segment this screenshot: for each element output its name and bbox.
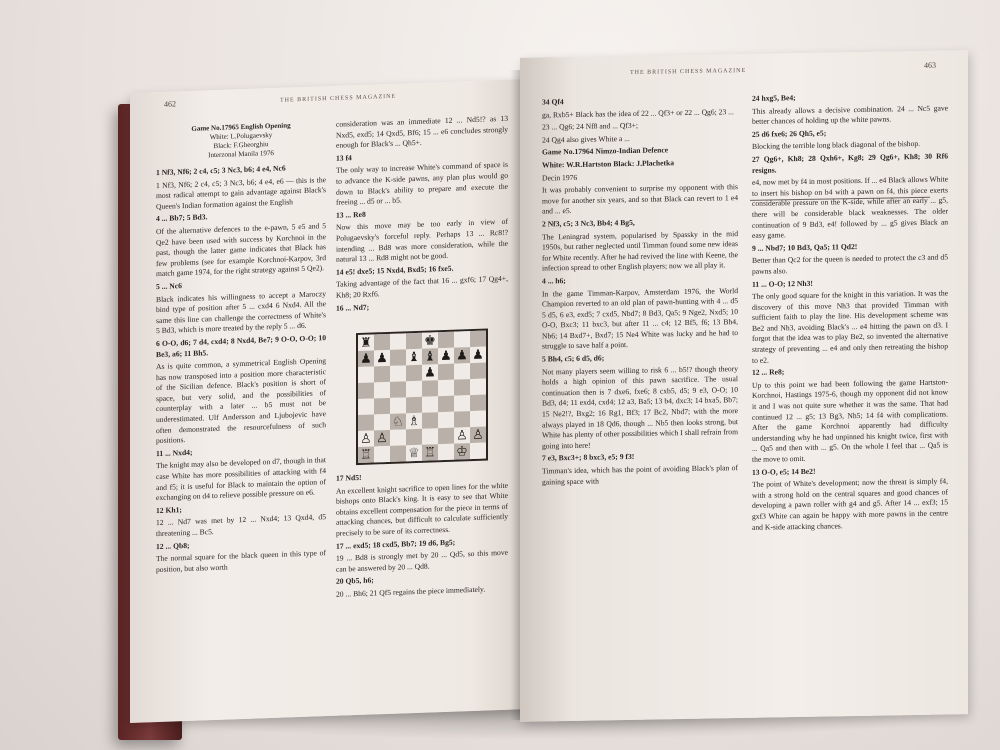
left-page xyxy=(130,79,530,723)
move-line: 5 ... Nc6 xyxy=(156,281,182,292)
board-square xyxy=(374,382,390,399)
left-column-2 xyxy=(336,114,508,316)
board-square xyxy=(470,395,486,412)
board-square xyxy=(358,398,374,415)
board-square: ♘ xyxy=(390,413,406,430)
annotation-paragraph: The Leningrad system, popularised by Spassky in the mid 1950s, but rather neglected until Timman found some new ideas for White recently. After he had revived the line with Keene, the infection spread to other English players; now we all play it. xyxy=(542,228,738,273)
move-line: 4 ... Bb7; 5 Bd3. xyxy=(156,212,208,224)
move-line: 13 O-O, e5; 14 Be2! xyxy=(752,466,816,477)
board-square: ♟ xyxy=(422,364,438,381)
move-line: 1 Nf3, Nf6; 2 c4, c5; 3 Nc3, b6; 4 e4, Nc6 xyxy=(156,163,286,178)
board-square: ♔ xyxy=(454,443,470,460)
move-line: 27 Qg6+, Kh8; 28 Qxh6+, Kg8; 29 Qg6+, Kh8; 30 Rf6 resigns. xyxy=(752,151,948,175)
move-line: 16 ... Nd7; xyxy=(336,302,370,313)
board-square xyxy=(454,411,470,428)
board-square xyxy=(374,414,390,431)
annotation-paragraph: An excellent knight sacrifice to open lines for the white bishops onto Black's king. It is easy to see that White obtains excellent compensation for the piece in terms of attacking chances, but difficult to calculate sufficiently precisely to be sure of its correctness. xyxy=(336,480,508,538)
annotation-paragraph: 20 ... Bh6; 21 Qf5 regains the piece immediately. xyxy=(336,584,486,599)
board-square: ♝ xyxy=(422,348,438,365)
annotation-paragraph: Blocking the terrible long black diagonal of the bishop. xyxy=(752,139,921,152)
annotation-paragraph: The point of White's development; now the threat is simply f4, with a strong hold on the central squares and good chances of developing a pawn roller with g4 and g5. After 14 ... exf3; 15 gxf3 White can again be happy with more pawns in the centre and K-side attacking chances. xyxy=(752,476,948,532)
board-square: ♖ xyxy=(422,444,438,461)
annotation-paragraph: The knight may also be developed on d7, though in that case White has more possibilities of attacking with f4 and f5; it is useful for Black to maintain the option of exchanging on d4 to relieve possible pressure on e6. xyxy=(156,455,326,503)
left-col2-top-text xyxy=(336,114,508,314)
board-square: ♟ xyxy=(454,347,470,364)
game-header xyxy=(156,120,326,162)
left-col1-text xyxy=(156,162,326,575)
annotation-paragraph: 23 ... Qg6; 24 Nf8 and ... Qf3+; xyxy=(542,121,639,132)
board-square xyxy=(374,366,390,383)
board-square: ♗ xyxy=(406,413,422,430)
move-line: 13 f4 xyxy=(336,153,352,163)
annotation-paragraph: Now this move may be too early in view of Polugaevsky's forceful reply. Perhaps 13 ... Rc8!? intending ... Bd8 was more consideration, while the natural 13 ... Rd8 might not be good. xyxy=(336,217,508,264)
annotation-paragraph: Up to this point we had been following the game Hartston-Korchnoi, Hastings 1975-6, though my opponent did not know it and I was not quite sure whether it was the same. That had continued 12 ... g5; 13 Bg3, Nh5; 14 f4 with complications. After the game Korchnoi apparently had difficulty understanding why he had unpinned his knight twice, first with ... Qa5 and then with ... g5. On the whole I feel that ... Qa5 is the move to omit. xyxy=(752,377,948,464)
board-square xyxy=(470,331,486,348)
annotation-paragraph: Not many players seem willing to risk 6 ... b5!? though theory holds a high opinion of this pawn sacrifice. The usual continuation then is 7 dxe6, fxe6; 8 cxb5, d5; 9 e3, O-O; 10 Bd3, d4; 11 exd4, cxd4; 12 a3, Ba5; 13 b4, dxc3; 14 bxa5, Bb7; 15 Ne2!?, Bxg2; 16 Rg1, Bf3; 17 Bc2, Nbd7; with the more always played in 18 Qd6, though ... Nb5 then looks strong, but White has plenty of other possibilities which I shall refrain from going into here! xyxy=(542,363,738,451)
board-square: ♟ xyxy=(438,348,454,365)
right-column-1 xyxy=(542,94,738,490)
board-square xyxy=(454,379,470,396)
board-square xyxy=(358,414,374,431)
board-square: ♕ xyxy=(406,445,422,462)
move-line: 4 ... h6; xyxy=(542,276,566,286)
left-col2-bottom-text xyxy=(336,468,508,601)
move-line: 6 O-O, d6; 7 d4, cxd4; 8 Nxd4, Be7; 9 O-O, O-O; 10 Be3, a6; 11 Bh5. xyxy=(156,333,326,359)
annotation-paragraph: It was probably convenient to surprise my opponent with this move for another six years, and so that Black can revert to 1 e4 and ... e5. xyxy=(542,182,738,216)
move-line: 13 ... Re8 xyxy=(336,209,366,220)
annotation-paragraph: 24 Qg4 also gives White a ... xyxy=(542,133,630,145)
annotation-paragraph: consideration was an immediate 12 ... Nd5!? as 13 Nxd5, exd5; 14 Qxd5, Bf6; 15 ... e6 concludes strongly enough for Black's ... Qh5+. xyxy=(336,113,508,150)
annotation-paragraph: Taking advantage of the fact that 16 ... gxf6; 17 Qg4+, Kh8; 20 Rxf6. xyxy=(336,274,508,300)
move-line: 2 Nf3, c5; 3 Nc3, Bb4; 4 Bg5, xyxy=(542,217,635,229)
board-square xyxy=(438,332,454,349)
annotation-paragraph: The normal square for the black queen in this type of position, but also worth xyxy=(156,548,326,574)
game-header-line: Game No.17965 English Opening xyxy=(191,121,291,133)
annotation-paragraph: 19 ... Bd8 is strongly met by 20 ... Qd5, so this move can be answered by 20 ... Qd8. xyxy=(336,547,508,574)
right-page-number: 463 xyxy=(924,60,936,70)
board-square xyxy=(438,396,454,413)
move-line: 11 ... O-O; 12 Nh3! xyxy=(752,278,813,289)
board-square xyxy=(406,429,422,446)
game-header-line: White: L.Polugaevsky xyxy=(209,131,273,142)
board-square xyxy=(390,365,406,382)
move-line: White: W.R.Hartston Black: J.Plachetka xyxy=(542,158,675,170)
board-square xyxy=(374,398,390,415)
board-square xyxy=(470,379,486,396)
board-square xyxy=(454,363,470,380)
move-line: 20 Qb5, h6; xyxy=(336,575,374,587)
board-square: ♙ xyxy=(470,427,486,444)
move-line: 7 e3, Bxc3+; 8 bxc3, e5; 9 f3! xyxy=(542,452,635,463)
board-square xyxy=(374,334,390,351)
move-line: 17 Nd5! xyxy=(336,472,362,483)
board-square xyxy=(422,380,438,397)
board-square xyxy=(406,381,422,398)
move-line: 5 Bh4, c5; 6 d5, d6; xyxy=(542,353,605,364)
annotation-paragraph: Decin 1976 xyxy=(542,172,578,183)
board-square: ♝ xyxy=(406,349,422,366)
move-line: 9 ... Nbd7; 10 Bd3, Qa5; 11 Qd2! xyxy=(752,241,858,253)
game-header-line: Black: F.Gheorghiu xyxy=(213,140,269,151)
right-running-head: THE BRITISH CHESS MAGAZINE xyxy=(630,67,747,76)
board-square: ♜ xyxy=(358,334,374,351)
board-square: ♙ xyxy=(358,430,374,447)
board-square xyxy=(438,364,454,381)
annotation-paragraph: This already allows a decisive combination. 24 ... Nc5 gave better chances of holding up the white pawns. xyxy=(752,103,948,127)
annotation-paragraph: 12 ... Nd7 was met by 12 ... Nxd4; 13 Qxd4, d5 threatening ... Bc5. xyxy=(156,512,326,539)
board-square: ♙ xyxy=(374,430,390,447)
right-column-2 xyxy=(752,90,948,535)
board-square xyxy=(390,429,406,446)
board-square: ♟ xyxy=(374,350,390,367)
move-line: 25 d6 fxe6; 26 Qh5, e5; xyxy=(752,128,827,139)
board-square xyxy=(390,349,406,366)
board-square xyxy=(390,333,406,350)
annotation-paragraph: The only good square for the knight in this variation. It was the discovery of this move Nh3 that provided Timman with sufficient faith to play the line. His development scheme was Be2 and Nh3, avoiding Black's ... e4 hitting the pawn on d3. I forgot that the idea was to play Be2, so invented the alternative strategy of preventing ... e4 and only then retreating the bishop to e2. xyxy=(752,288,948,365)
board-square xyxy=(454,331,470,348)
board-square xyxy=(422,428,438,445)
board-square: ♚ xyxy=(422,332,438,349)
right-page xyxy=(520,50,968,722)
board-square xyxy=(390,397,406,414)
move-line: 17 ... exd5; 18 cxd5, Bb7; 19 d6, Bg5; xyxy=(336,537,456,551)
chess-diagram xyxy=(356,328,488,465)
left-column-1 xyxy=(156,120,326,577)
annotation-paragraph: In the game Timman-Karpov, Amsterdam 1976, the World Champion reverted to an old plan of pawn-hunting with 4 ... d5 5 d5, 6 e3, exd5; 7 cxd5, Nbd7; 8 Bd3, Qa5; 9 Nge2, Nxd5; 10 O-O, Bxc3; 11 bxc3, but after 11 ... c4; 12 Bf5, f6; 13 Bh4, Nb6; 14 Bxd7+, Bxd7; 15 Ne4 White was lucky and he had to struggle to save half a point. xyxy=(542,285,738,351)
annotation-paragraph: The only way to increase White's command of space is to advance the K-side pawns, any plan plus would go down to Black's ability to prepare and execute the freeing ... d5 or ... b5. xyxy=(336,160,508,207)
board-square xyxy=(438,444,454,461)
board-square: ♙ xyxy=(454,427,470,444)
board-square xyxy=(470,411,486,428)
right-col1-text xyxy=(542,94,738,488)
board-square: ♟ xyxy=(470,347,486,364)
annotation-paragraph: Timman's idea, which has the point of avoiding Black's plan of gaining space with xyxy=(542,463,738,487)
board-square xyxy=(406,365,422,382)
board-square xyxy=(438,428,454,445)
left-column-2-bottom xyxy=(336,468,508,603)
annotation-paragraph: As is quite common, a symmetrical English Opening has now transposed into a position more characteristic of the Sicilian defence. Black's position is short of space, but very solid, and the possibilities of counterplay with a later ... b5 must not be underestimated. Ulf Andersson and Ljubojevic have often demonstrated the resourcefulness of such positions. xyxy=(156,356,326,446)
board-square xyxy=(358,366,374,383)
right-col2-text xyxy=(752,90,948,533)
move-line: 12 ... Re8; xyxy=(752,367,785,378)
left-running-head: THE BRITISH CHESS MAGAZINE xyxy=(280,93,397,104)
board-square xyxy=(438,412,454,429)
board-square xyxy=(422,396,438,413)
board-square xyxy=(422,412,438,429)
annotation-paragraph: ga, Rxb5+ Black has the idea of 22 ... Qf3+ or 22 ... Qg6; 23 ... xyxy=(542,106,734,120)
board-square xyxy=(390,381,406,398)
board-square: ♖ xyxy=(358,446,374,463)
move-line: 34 Qf4 xyxy=(542,97,564,107)
board-square xyxy=(374,446,390,463)
annotation-paragraph: Of the alternative defences to the e-pawn, 5 e5 and 5 Qe2 have been used with success by Korchnoi in the past, though the latter game indicates that Black has few problems (see for example Korchnoi-Karpov, 3rd match game 1974, for the right strategy against 5 Qe2). xyxy=(156,221,326,279)
annotation-paragraph: e4, now met by f4 in most positions. If ... e4 Black allows White to insert his bishop on b4 with a pawn on f4, this piece exerts considerable pressure on the K-side, while after an early ... g5, there will be considerable black weaknesses. The older continuation of 9 Bd3, e4! followed by ... g5 gives Black an easy game. xyxy=(752,174,949,240)
board-square: ♟ xyxy=(358,350,374,367)
board-square xyxy=(390,445,406,462)
annotation-paragraph: Better than Qc2 for the queen is needed to protect the c3 and d5 pawns also. xyxy=(752,252,948,276)
board-square xyxy=(470,443,486,460)
board-square xyxy=(454,395,470,412)
board-square xyxy=(358,382,374,399)
annotation-paragraph: Black indicates his willingness to accept a Maroczy bind type of position after 5 ... cxd4 6 Nxd4. All the same this line can challenge the correctness of White's 5 Bd3, which is more treated by the reply 5 ... d6. xyxy=(156,288,326,336)
game-header-line: Interzonal Manila 1976 xyxy=(208,148,274,160)
move-line: Game No.17964 Nimzo-Indian Defence xyxy=(542,145,669,157)
board-square xyxy=(406,397,422,414)
board-square xyxy=(470,363,486,380)
board-square xyxy=(406,333,422,350)
left-page-number: 462 xyxy=(164,99,176,109)
move-line: 14 e5! dxe5; 15 Nxd4, Bxd5; 16 fxe5. xyxy=(336,263,454,277)
move-line: 12 ... Qb8; xyxy=(156,540,190,551)
move-line: 12 Kh1; xyxy=(156,504,182,515)
move-line: 24 hxg5, Be4; xyxy=(752,93,796,103)
move-line: 11 ... Nxd4; xyxy=(156,447,193,458)
annotation-paragraph: 1 Nf3, Nf6; 2 c4, c5; 3 Nc3, b6; 4 e4, e6 — this is the most radical attempt to gain advantage against Black's Queen's Indian formation against the English xyxy=(156,174,326,211)
board-square xyxy=(438,380,454,397)
